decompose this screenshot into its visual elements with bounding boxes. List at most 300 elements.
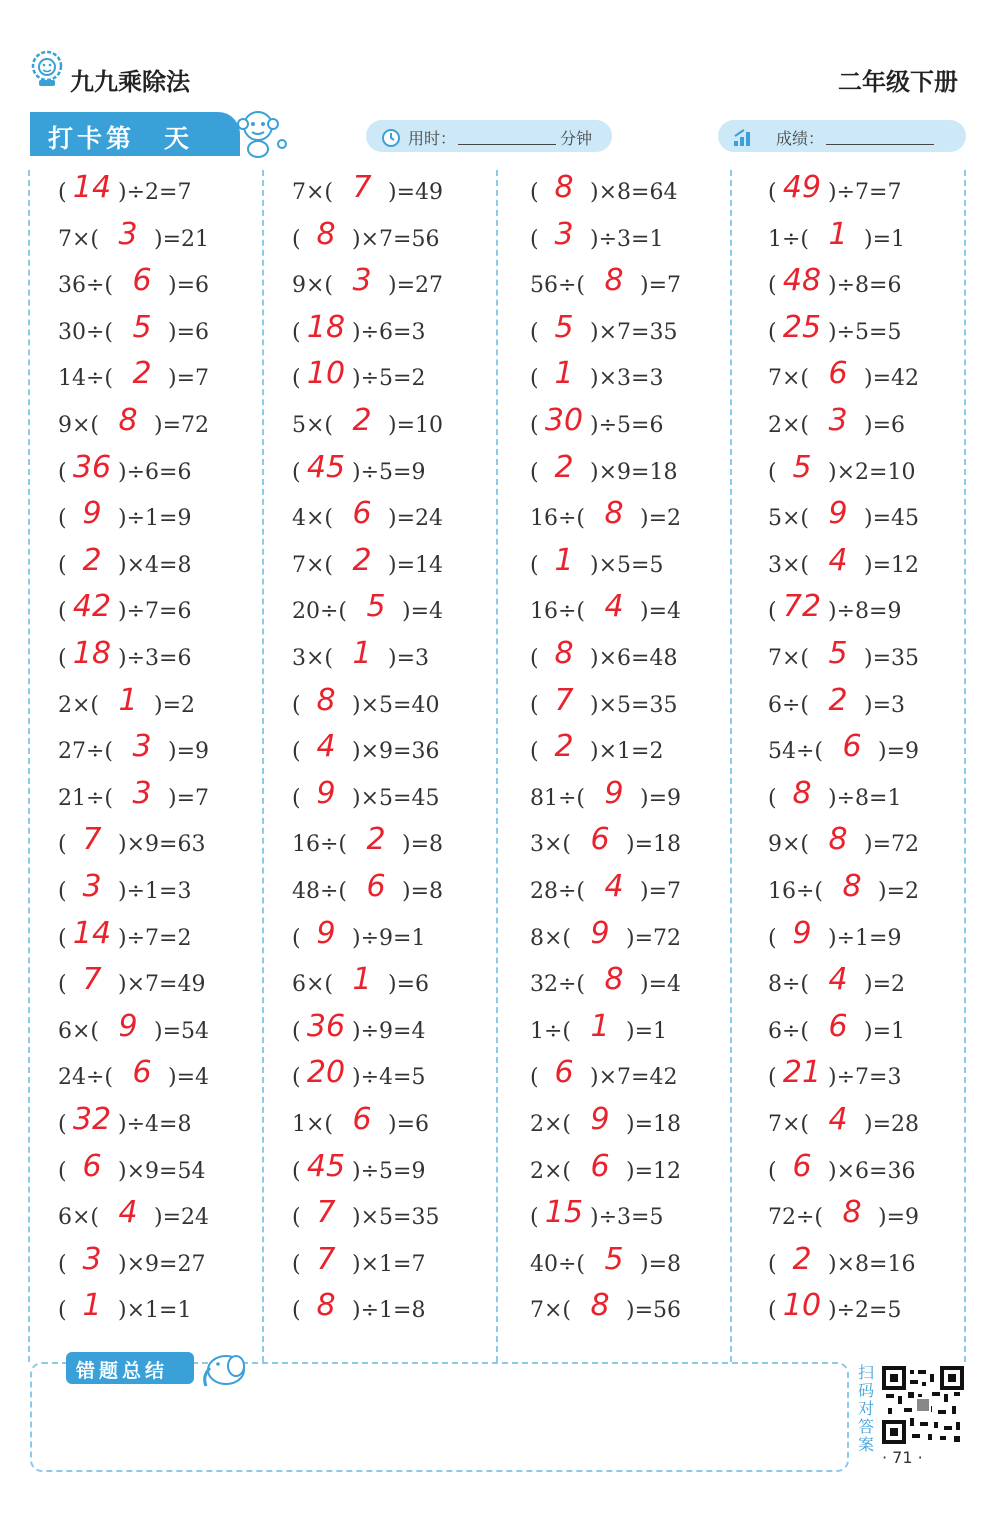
- handwritten-answer[interactable]: 5: [554, 309, 574, 345]
- problem-suffix: )=9: [878, 1205, 920, 1231]
- handwritten-answer[interactable]: 9: [118, 1008, 138, 1044]
- problem-prefix: (: [530, 739, 539, 765]
- problem-suffix: )×9=63: [118, 832, 206, 858]
- handwritten-answer[interactable]: 3: [132, 775, 152, 811]
- problem-prefix: 2×(: [530, 1112, 572, 1137]
- problem-suffix: )÷1=9: [118, 506, 192, 532]
- handwritten-answer[interactable]: 8: [604, 496, 624, 532]
- problem-prefix: 7×(: [768, 646, 810, 671]
- column-divider: [496, 170, 498, 1362]
- problem-prefix: (: [292, 459, 301, 485]
- problem-prefix: 21÷(: [58, 785, 114, 811]
- problem-prefix: (: [768, 1298, 777, 1324]
- problem-prefix: 16÷(: [530, 599, 586, 625]
- problem-suffix: )=54: [154, 1018, 210, 1044]
- handwritten-answer[interactable]: 4: [604, 589, 624, 625]
- problem-prefix: (: [292, 1298, 301, 1324]
- problem-prefix: 3×(: [768, 552, 810, 578]
- handwritten-answer[interactable]: 7: [554, 682, 574, 718]
- handwritten-answer[interactable]: 18: [306, 309, 346, 345]
- problem-suffix: )=6: [388, 1112, 430, 1137]
- problem-prefix: 5×(: [292, 413, 334, 438]
- problem-suffix: )=4: [168, 1065, 210, 1091]
- problem-suffix: )=42: [864, 366, 920, 392]
- problem-suffix: )÷5=6: [590, 413, 664, 438]
- problem-prefix: (: [292, 319, 301, 345]
- problem-suffix: )÷6=3: [352, 319, 426, 345]
- problem-suffix: )=7: [168, 785, 210, 811]
- handwritten-answer[interactable]: 1: [828, 216, 848, 252]
- grade-label: 二年级下册: [838, 68, 958, 96]
- problem-suffix: )÷2=5: [828, 1298, 902, 1324]
- problem-suffix: )=4: [640, 972, 682, 998]
- problem-suffix: )×3=3: [590, 366, 664, 392]
- handwritten-answer[interactable]: 36: [306, 1008, 346, 1044]
- problem-suffix: )×8=16: [828, 1251, 916, 1277]
- problem-prefix: (: [58, 1298, 67, 1324]
- problem-prefix: (: [530, 413, 539, 438]
- problem-prefix: 36÷(: [58, 273, 114, 299]
- handwritten-answer[interactable]: 8: [828, 822, 848, 858]
- problem-suffix: )÷5=9: [352, 459, 426, 485]
- problem-prefix: (: [768, 319, 777, 345]
- handwritten-answer[interactable]: 9: [828, 496, 848, 532]
- problem-prefix: (: [292, 925, 301, 951]
- column-divider: [262, 170, 264, 1362]
- problem-suffix: )×2=10: [828, 459, 916, 485]
- problem-suffix: )=2: [878, 879, 920, 904]
- handwritten-answer[interactable]: 8: [554, 170, 574, 205]
- score-field: [718, 120, 966, 152]
- problem-prefix: 2×(: [58, 692, 100, 718]
- problem-prefix: 20÷(: [292, 599, 348, 625]
- handwritten-answer[interactable]: 5: [604, 1241, 624, 1277]
- handwritten-answer[interactable]: 8: [842, 869, 862, 904]
- handwritten-answer[interactable]: 6: [554, 1055, 574, 1091]
- problem-suffix: )=6: [864, 413, 906, 438]
- handwritten-answer[interactable]: 45: [306, 449, 346, 485]
- handwritten-answer[interactable]: 3: [118, 216, 138, 252]
- problem-suffix: )=45: [864, 506, 920, 532]
- problem-prefix: (: [530, 552, 539, 578]
- handwritten-answer[interactable]: 30: [544, 403, 584, 438]
- handwritten-answer[interactable]: 48: [782, 263, 822, 299]
- problem-suffix: )=72: [626, 925, 682, 951]
- problem-suffix: )÷1=3: [118, 879, 192, 904]
- handwritten-answer[interactable]: 4: [828, 542, 848, 578]
- problem-suffix: )=24: [154, 1205, 210, 1231]
- handwritten-answer[interactable]: 15: [544, 1195, 584, 1231]
- handwritten-answer[interactable]: 36: [72, 449, 112, 485]
- handwritten-answer[interactable]: 14: [72, 170, 112, 205]
- problem-suffix: )×9=27: [118, 1251, 206, 1277]
- problem-prefix: (: [58, 879, 67, 904]
- problem-suffix: )=27: [388, 273, 444, 299]
- handwritten-answer[interactable]: 5: [132, 309, 152, 345]
- problem-prefix: 16÷(: [292, 832, 348, 858]
- problem-suffix: )=6: [168, 319, 210, 345]
- problem-suffix: )=6: [168, 273, 210, 299]
- problem-suffix: )=24: [388, 506, 444, 532]
- handwritten-answer[interactable]: 1: [554, 356, 574, 392]
- problem-suffix: )×7=56: [352, 226, 440, 252]
- handwritten-answer[interactable]: 9: [590, 915, 610, 951]
- problem-prefix: (: [58, 180, 67, 205]
- problem-prefix: (: [58, 552, 67, 578]
- problem-prefix: (: [292, 785, 301, 811]
- problem-suffix: )=2: [154, 692, 196, 718]
- problem-prefix: 7×(: [768, 1112, 810, 1137]
- handwritten-answer[interactable]: 8: [118, 403, 138, 438]
- problem-suffix: )=12: [626, 1158, 682, 1184]
- problem-suffix: )=8: [402, 879, 444, 904]
- problem-suffix: )=18: [626, 1112, 682, 1137]
- problem-suffix: )=72: [864, 832, 920, 858]
- problem-grid: [28, 170, 968, 1362]
- handwritten-answer[interactable]: 3: [554, 216, 574, 252]
- handwritten-answer[interactable]: 9: [316, 775, 336, 811]
- scan-answer-label: 扫码对答案: [858, 1363, 875, 1454]
- problem-prefix: (: [768, 1158, 777, 1184]
- handwritten-answer[interactable]: 6: [352, 496, 372, 532]
- handwritten-answer[interactable]: 8: [554, 636, 574, 671]
- problem-suffix: )×5=5: [590, 552, 664, 578]
- problem-prefix: (: [530, 366, 539, 392]
- problem-prefix: (: [58, 506, 67, 532]
- problem-suffix: )=4: [640, 599, 682, 625]
- handwritten-answer[interactable]: 4: [828, 1102, 848, 1137]
- score-label: 成绩：: [776, 129, 825, 148]
- handwritten-answer[interactable]: 6: [828, 1008, 848, 1044]
- handwritten-answer[interactable]: 2: [792, 1241, 812, 1277]
- problem-prefix: 7×(: [530, 1298, 572, 1324]
- problem-suffix: )×8=64: [590, 180, 678, 205]
- problem-suffix: )=2: [640, 506, 682, 532]
- book-title: 九九乘除法: [70, 68, 190, 96]
- problem-prefix: 54÷(: [768, 739, 824, 765]
- handwritten-answer[interactable]: 6: [590, 1148, 610, 1184]
- problem-prefix: 8×(: [530, 925, 572, 951]
- problem-prefix: (: [58, 646, 67, 671]
- handwritten-answer[interactable]: 7: [316, 1195, 336, 1231]
- problem-prefix: 1÷(: [530, 1018, 572, 1044]
- problem-prefix: (: [58, 832, 67, 858]
- problem-suffix: )×1=2: [590, 739, 664, 765]
- problem-prefix: 30÷(: [58, 319, 114, 345]
- problem-prefix: (: [58, 1251, 67, 1277]
- problem-prefix: 27÷(: [58, 739, 114, 765]
- problem-prefix: (: [292, 1158, 301, 1184]
- handwritten-answer[interactable]: 6: [82, 1148, 102, 1184]
- problem-prefix: (: [530, 226, 539, 252]
- problem-suffix: )×7=35: [590, 319, 678, 345]
- handwritten-answer[interactable]: 6: [352, 1102, 372, 1137]
- problem-prefix: (: [292, 1251, 301, 1277]
- handwritten-answer[interactable]: 7: [82, 962, 102, 998]
- handwritten-answer[interactable]: 7: [316, 1241, 336, 1277]
- handwritten-answer[interactable]: 2: [82, 542, 102, 578]
- problem-suffix: )=1: [864, 226, 906, 252]
- problem-suffix: )÷7=6: [118, 599, 192, 625]
- problem-suffix: )=3: [388, 646, 430, 671]
- problem-suffix: )=12: [864, 552, 920, 578]
- grid-border-right: [964, 170, 966, 1362]
- problem-suffix: )÷1=9: [828, 925, 902, 951]
- handwritten-answer[interactable]: 6: [132, 263, 152, 299]
- problem-prefix: (: [530, 1205, 539, 1231]
- problem-prefix: 6÷(: [768, 692, 810, 718]
- handwritten-answer[interactable]: 5: [828, 636, 848, 671]
- problem-suffix: )÷8=1: [828, 785, 902, 811]
- problem-suffix: )=1: [864, 1018, 906, 1044]
- problem-suffix: )×4=8: [118, 552, 192, 578]
- problem-suffix: )=9: [878, 739, 920, 765]
- problem-suffix: )=7: [168, 366, 210, 392]
- problem-suffix: )×7=49: [118, 972, 206, 998]
- handwritten-answer[interactable]: 3: [132, 729, 152, 765]
- handwritten-answer[interactable]: 6: [842, 729, 862, 765]
- problem-suffix: )÷6=6: [118, 459, 192, 485]
- handwritten-answer[interactable]: 20: [306, 1055, 346, 1091]
- problem-prefix: 7×(: [292, 180, 334, 205]
- handwritten-answer[interactable]: 9: [316, 915, 336, 951]
- time-unit: 分钟: [560, 129, 593, 148]
- problem-prefix: 3×(: [530, 832, 572, 858]
- handwritten-answer[interactable]: 8: [792, 775, 812, 811]
- problem-suffix: )=21: [154, 226, 210, 252]
- handwritten-answer[interactable]: 6: [590, 822, 610, 858]
- handwritten-answer[interactable]: 4: [604, 869, 624, 904]
- problem-prefix: 1÷(: [768, 226, 810, 252]
- handwritten-answer[interactable]: 8: [316, 682, 336, 718]
- problem-prefix: 2×(: [768, 413, 810, 438]
- problem-suffix: )×5=35: [590, 692, 678, 718]
- problem-suffix: )×5=40: [352, 692, 440, 718]
- problem-prefix: 2×(: [530, 1158, 572, 1184]
- handwritten-answer[interactable]: 72: [782, 589, 822, 625]
- problem-prefix: (: [58, 1158, 67, 1184]
- problem-suffix: )=1: [626, 1018, 668, 1044]
- error-summary-label: 错题总结: [76, 1360, 169, 1382]
- grid-border-left: [28, 170, 30, 1362]
- problem-prefix: 6×(: [58, 1018, 100, 1044]
- handwritten-answer[interactable]: 2: [132, 356, 152, 392]
- problem-suffix: )=49: [388, 180, 444, 205]
- problem-suffix: )=6: [388, 972, 430, 998]
- handwritten-answer[interactable]: 4: [828, 962, 848, 998]
- problem-prefix: (: [58, 599, 67, 625]
- problem-prefix: 5×(: [768, 506, 810, 532]
- problem-suffix: )=9: [168, 739, 210, 765]
- problem-suffix: )÷5=9: [352, 1158, 426, 1184]
- time-field: [366, 120, 612, 152]
- problem-suffix: )=9: [640, 785, 682, 811]
- problem-prefix: 72÷(: [768, 1205, 824, 1231]
- problem-suffix: )×5=45: [352, 785, 440, 811]
- problem-suffix: )=18: [626, 832, 682, 858]
- problem-suffix: )÷5=2: [352, 366, 426, 392]
- problem-prefix: (: [58, 459, 67, 485]
- handwritten-answer[interactable]: 2: [366, 822, 386, 858]
- handwritten-answer[interactable]: 2: [554, 729, 574, 765]
- problem-prefix: 6÷(: [768, 1018, 810, 1044]
- problem-prefix: (: [58, 925, 67, 951]
- problem-suffix: )=4: [402, 599, 444, 625]
- problem-prefix: (: [768, 785, 777, 811]
- problem-prefix: 6×(: [292, 972, 334, 998]
- handwritten-answer[interactable]: 10: [782, 1288, 822, 1324]
- problem-prefix: 28÷(: [530, 879, 586, 904]
- problem-prefix: (: [292, 366, 301, 392]
- checkin-banner: [30, 112, 240, 156]
- handwritten-answer[interactable]: 8: [604, 962, 624, 998]
- handwritten-answer[interactable]: 7: [82, 822, 102, 858]
- problem-suffix: )=3: [864, 692, 906, 718]
- problem-prefix: 3×(: [292, 646, 334, 671]
- problem-suffix: )÷9=1: [352, 925, 426, 951]
- problem-suffix: )÷7=2: [118, 925, 192, 951]
- problem-prefix: 16÷(: [530, 506, 586, 532]
- problem-prefix: 6×(: [58, 1205, 100, 1231]
- problem-prefix: 48÷(: [292, 879, 348, 904]
- problem-prefix: 4×(: [292, 506, 334, 532]
- problem-suffix: )=10: [388, 413, 444, 438]
- handwritten-answer[interactable]: 2: [352, 403, 372, 438]
- problem-prefix: (: [292, 1018, 301, 1044]
- handwritten-answer[interactable]: 3: [352, 263, 372, 299]
- handwritten-answer[interactable]: 8: [842, 1195, 862, 1231]
- handwritten-answer[interactable]: 6: [792, 1148, 812, 1184]
- handwritten-answer[interactable]: 18: [72, 636, 112, 671]
- handwritten-answer[interactable]: 8: [590, 1288, 610, 1324]
- problem-suffix: )×5=35: [352, 1205, 440, 1231]
- handwritten-answer[interactable]: 1: [352, 636, 372, 671]
- clock-icon: [380, 126, 402, 148]
- qr-code-icon[interactable]: [882, 1366, 964, 1444]
- handwritten-answer[interactable]: 1: [352, 962, 372, 998]
- handwritten-answer[interactable]: 3: [828, 403, 848, 438]
- problem-suffix: )÷3=1: [590, 226, 664, 252]
- problem-prefix: (: [768, 1065, 777, 1091]
- handwritten-answer[interactable]: 8: [316, 216, 336, 252]
- problem-prefix: (: [292, 692, 301, 718]
- problem-prefix: (: [768, 925, 777, 951]
- handwritten-answer[interactable]: 9: [590, 1102, 610, 1137]
- problem-suffix: )÷8=9: [828, 599, 902, 625]
- handwritten-answer[interactable]: 2: [828, 682, 848, 718]
- handwritten-answer[interactable]: 3: [82, 1241, 102, 1277]
- handwritten-answer[interactable]: 6: [828, 356, 848, 392]
- handwritten-answer[interactable]: 2: [352, 542, 372, 578]
- problem-suffix: )=28: [864, 1112, 920, 1137]
- problem-suffix: )=72: [154, 413, 210, 438]
- problem-prefix: (: [768, 273, 777, 299]
- problem-prefix: (: [530, 459, 539, 485]
- handwritten-answer[interactable]: 32: [72, 1102, 112, 1137]
- problem-prefix: (: [292, 739, 301, 765]
- handwritten-answer[interactable]: 25: [782, 309, 822, 345]
- time-label: 用时：: [408, 129, 457, 148]
- handwritten-answer[interactable]: 4: [118, 1195, 138, 1231]
- handwritten-answer[interactable]: 9: [82, 496, 102, 532]
- error-summary-tab: [66, 1352, 194, 1384]
- problem-prefix: 56÷(: [530, 273, 586, 299]
- elephant-icon: [198, 1346, 252, 1390]
- problem-prefix: (: [58, 972, 67, 998]
- handwritten-answer[interactable]: 42: [72, 589, 112, 625]
- problem-prefix: 14÷(: [58, 366, 114, 392]
- problem-prefix: (: [530, 646, 539, 671]
- handwritten-answer[interactable]: 21: [782, 1055, 822, 1091]
- handwritten-answer[interactable]: 1: [554, 542, 574, 578]
- problem-prefix: (: [530, 180, 539, 205]
- problem-prefix: (: [530, 1065, 539, 1091]
- problem-suffix: )=7: [640, 273, 682, 299]
- handwritten-answer[interactable]: 14: [72, 915, 112, 951]
- problem-suffix: )×9=54: [118, 1158, 206, 1184]
- handwritten-answer[interactable]: 6: [132, 1055, 152, 1091]
- handwritten-answer[interactable]: 45: [306, 1148, 346, 1184]
- score-blank[interactable]: [826, 144, 934, 145]
- problem-suffix: )=8: [640, 1251, 682, 1277]
- problem-suffix: )=7: [640, 879, 682, 904]
- problem-prefix: (: [530, 692, 539, 718]
- handwritten-answer[interactable]: 10: [306, 356, 346, 392]
- handwritten-answer[interactable]: 7: [352, 170, 372, 205]
- handwritten-answer[interactable]: 4: [316, 729, 336, 765]
- time-blank[interactable]: [458, 144, 556, 145]
- handwritten-answer[interactable]: 8: [604, 263, 624, 299]
- lion-logo-icon: [30, 50, 64, 88]
- problem-prefix: 9×(: [292, 273, 334, 299]
- problem-prefix: 40÷(: [530, 1251, 586, 1277]
- problem-prefix: 7×(: [58, 226, 100, 252]
- handwritten-answer[interactable]: 1: [82, 1288, 102, 1324]
- problem-prefix: 7×(: [768, 366, 810, 392]
- handwritten-answer[interactable]: 9: [604, 775, 624, 811]
- handwritten-answer[interactable]: 8: [316, 1288, 336, 1324]
- problem-suffix: )÷8=6: [828, 273, 902, 299]
- handwritten-answer[interactable]: 3: [82, 869, 102, 904]
- handwritten-answer[interactable]: 5: [792, 449, 812, 485]
- handwritten-answer[interactable]: 49: [782, 170, 822, 205]
- column-divider: [730, 170, 732, 1362]
- handwritten-answer[interactable]: 5: [366, 589, 386, 625]
- problem-prefix: 9×(: [58, 413, 100, 438]
- problem-prefix: (: [768, 459, 777, 485]
- problem-suffix: )÷3=6: [118, 646, 192, 671]
- problem-suffix: )÷1=8: [352, 1298, 426, 1324]
- problem-prefix: 24÷(: [58, 1065, 114, 1091]
- problem-suffix: )×9=18: [590, 459, 678, 485]
- problem-suffix: )=14: [388, 552, 444, 578]
- problem-prefix: (: [292, 1205, 301, 1231]
- handwritten-answer[interactable]: 1: [118, 682, 138, 718]
- problem-prefix: (: [292, 1065, 301, 1091]
- problem-prefix: (: [58, 1112, 67, 1137]
- problem-suffix: )÷3=5: [590, 1205, 664, 1231]
- handwritten-answer[interactable]: 9: [792, 915, 812, 951]
- problem-suffix: )÷2=7: [118, 180, 192, 205]
- problem-prefix: (: [530, 319, 539, 345]
- page-number: · 71 ·: [882, 1448, 923, 1467]
- handwritten-answer[interactable]: 6: [366, 869, 386, 904]
- problem-prefix: 9×(: [768, 832, 810, 858]
- monkey-icon: [232, 104, 290, 160]
- handwritten-answer[interactable]: 2: [554, 449, 574, 485]
- handwritten-answer[interactable]: 1: [590, 1008, 610, 1044]
- problem-prefix: (: [768, 599, 777, 625]
